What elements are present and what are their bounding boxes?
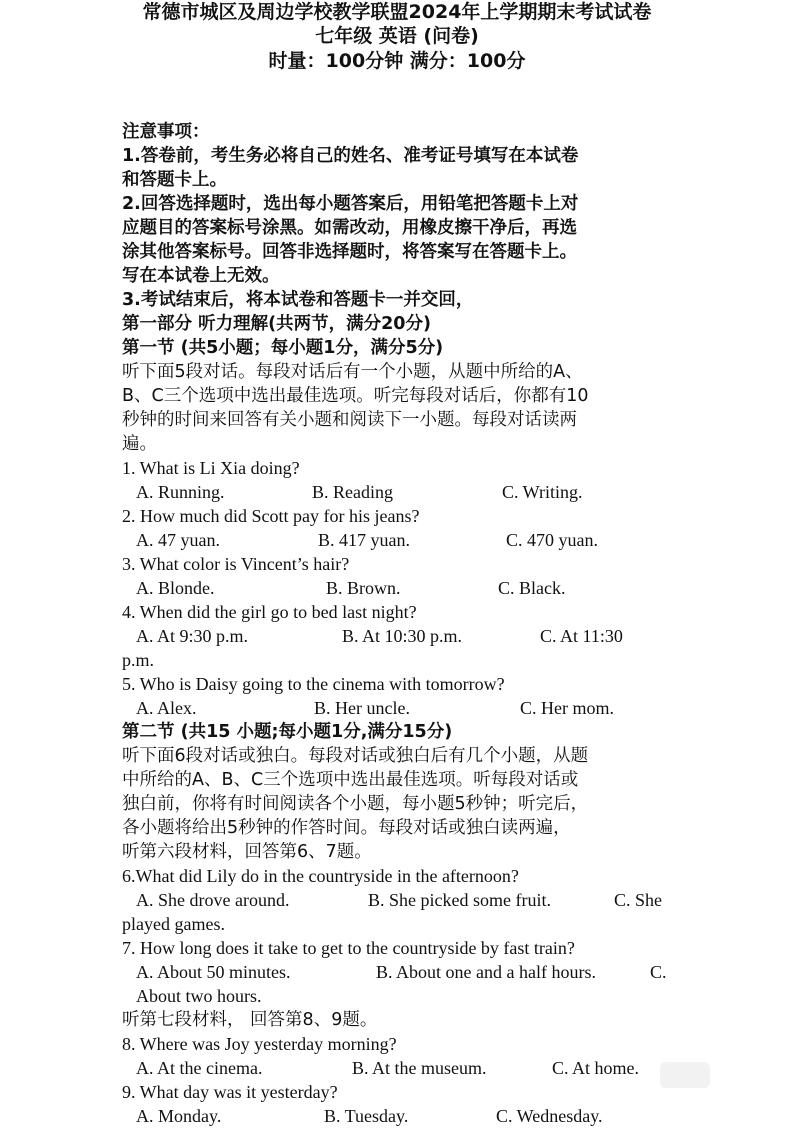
question-6-options xyxy=(122,888,682,912)
exam-time-score: 时量：100分钟 满分：100分 xyxy=(268,50,526,72)
section2-instruction: 独白前，你将有时间阅读各个小题，每小题5秒钟；听完后， xyxy=(122,794,589,814)
option-b: B. At the museum. xyxy=(352,1058,487,1078)
question-5-options xyxy=(122,696,682,720)
question-9: 9. What day was it yesterday? xyxy=(122,1082,338,1102)
question-6-option-c-continued: played games. xyxy=(122,914,225,934)
option-c: C. Black. xyxy=(498,578,566,598)
option-a: A. At 9:30 p.m. xyxy=(136,626,249,646)
option-a: A. Alex. xyxy=(136,698,197,718)
option-b: B. At 10:30 p.m. xyxy=(342,626,463,646)
section2-instruction: 中所给的A、B、C三个选项中选出最佳选项。听每段对话或 xyxy=(122,770,579,790)
option-a: A. 47 yuan. xyxy=(136,530,220,550)
option-b: B. Brown. xyxy=(326,578,401,598)
option-c: C. Wednesday. xyxy=(496,1106,603,1126)
notice-item-1-line-2: 和答题卡上。 xyxy=(122,170,227,190)
question-4: 4. When did the girl go to bed last night? xyxy=(122,602,417,622)
question-1: 1. What is Li Xia doing? xyxy=(122,458,300,478)
section2-instruction: 听第六段材料，回答第6、7题。 xyxy=(122,842,372,862)
option-a: A. Blonde. xyxy=(136,578,215,598)
question-9-options xyxy=(122,1104,682,1128)
question-1-options xyxy=(122,480,682,504)
section2-title: 第二节 (共15 小题;每小题1分,满分15分) xyxy=(122,722,453,742)
notice-title: 注意事项： xyxy=(122,122,210,142)
option-a: A. At the cinema. xyxy=(136,1058,263,1078)
question-4-option-c-continued: p.m. xyxy=(122,650,155,670)
notice-item-1-line-1: 1.答卷前，考生务必将自己的姓名、准考证号填写在本试卷 xyxy=(122,146,579,166)
question-7-option-c-continued: About two hours. xyxy=(136,986,262,1006)
notice-item-2-line-3: 涂其他答案标号。回答非选择题时，将答案写在答题卡上。 xyxy=(122,242,577,262)
question-4-options xyxy=(122,624,682,648)
option-c: C. She xyxy=(614,890,663,910)
question-8: 8. Where was Joy yesterday morning? xyxy=(122,1034,397,1054)
section1-instruction: 秒钟的时间来回答有关小题和阅读下一小题。每段对话读两 xyxy=(122,410,577,430)
question-7-options xyxy=(122,960,682,984)
section1-instruction: B、C三个选项中选出最佳选项。听完每段对话后，你都有10 xyxy=(122,386,589,406)
faint-watermark-smudge xyxy=(660,1062,710,1088)
option-a: A. Running. xyxy=(136,482,225,502)
section2-instruction: 听下面6段对话或独白。每段对话或独白后有几个小题，从题 xyxy=(122,746,589,766)
option-a: A. Monday. xyxy=(136,1106,222,1126)
section2-instruction: 各小题将给出5秒钟的作答时间。每段对话或独白读两遍， xyxy=(122,818,571,838)
material-7-instruction: 听第七段材料， 回答第8、9题。 xyxy=(122,1010,378,1030)
question-8-options xyxy=(122,1056,682,1080)
option-b: B. Tuesday. xyxy=(324,1106,409,1126)
question-7: 7. How long does it take to get to the countryside by fast train? xyxy=(122,938,575,958)
part1-title: 第一部分 听力理解(共两节，满分20分) xyxy=(122,314,431,334)
notice-item-2-line-2: 应题目的答案标号涂黑。如需改动，用橡皮擦干净后，再选 xyxy=(122,218,577,238)
notice-item-2-line-4: 写在本试卷上无效。 xyxy=(122,266,280,286)
option-c: C. Her mom. xyxy=(520,698,614,718)
exam-subject: 七年级 英语 (问卷) xyxy=(315,25,479,47)
option-c: C. At 11:30 xyxy=(540,626,623,646)
question-3-options xyxy=(122,576,682,600)
option-b: B. She picked some fruit. xyxy=(368,890,551,910)
option-c: C. xyxy=(650,962,667,982)
option-b: B. Her uncle. xyxy=(314,698,410,718)
section1-instruction: 听下面5段对话。每段对话后有一个小题，从题中所给的A、 xyxy=(122,362,583,382)
option-a: A. She drove around. xyxy=(136,890,290,910)
notice-item-3: 3.考试结束后，将本试卷和答题卡一并交回， xyxy=(122,290,474,310)
option-b: B. 417 yuan. xyxy=(318,530,410,550)
exam-title: 常德市城区及周边学校教学联盟2024年上学期期末考试试卷 xyxy=(142,1,652,23)
option-a: A. About 50 minutes. xyxy=(136,962,291,982)
section1-instruction: 遍。 xyxy=(122,434,157,454)
option-b: B. Reading xyxy=(312,482,393,502)
notice-item-2-line-1: 2.回答选择题时，选出每小题答案后，用铅笔把答题卡上对 xyxy=(122,194,579,214)
section1-title: 第一节 (共5小题；每小题1分，满分5分) xyxy=(122,338,444,358)
question-2-options xyxy=(122,528,682,552)
question-5: 5. Who is Daisy going to the cinema with tomorrow? xyxy=(122,674,505,694)
exam-body xyxy=(122,120,682,1128)
option-c: C. Writing. xyxy=(502,482,583,502)
option-c: C. 470 yuan. xyxy=(506,530,598,550)
question-3: 3. What color is Vincent’s hair? xyxy=(122,554,350,574)
question-6: 6.What did Lily do in the countryside in the afternoon? xyxy=(122,866,519,886)
option-c: C. At home. xyxy=(552,1058,640,1078)
question-2: 2. How much did Scott pay for his jeans? xyxy=(122,506,420,526)
option-b: B. About one and a half hours. xyxy=(376,962,596,982)
